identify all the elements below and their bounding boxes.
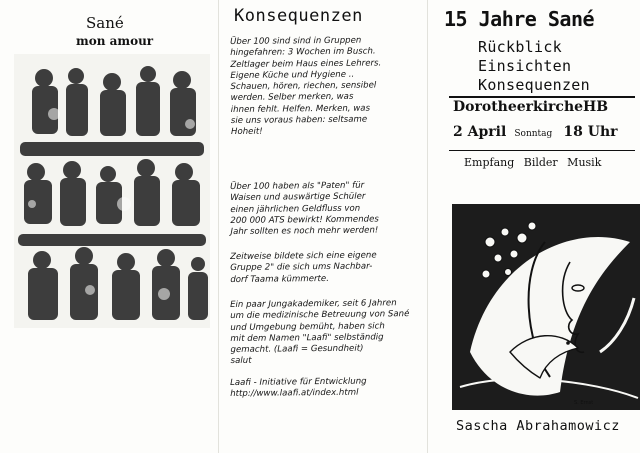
left-title: Sané — [86, 14, 124, 32]
text-line: salut — [230, 356, 252, 367]
fold-line-1 — [218, 0, 219, 453]
text-line: Jahr sollten es noch mehr werden! — [230, 225, 379, 238]
paragraph-laafi-link — [230, 376, 426, 401]
text-line: Laafi - Initiative für Entwicklung — [230, 376, 367, 388]
event-day: Sonntag — [514, 129, 553, 139]
dove-face-artwork — [450, 202, 640, 412]
venue-name: DorotheerkircheHB — [453, 99, 609, 115]
text-line: einen jährlichen Geldfluss von — [230, 203, 361, 215]
text-line: Ein paar Jungakademiker, seit 6 Jahren — [230, 298, 397, 310]
event-title: 15 Jahre Sané — [444, 7, 595, 31]
middle-heading: Konsequenzen — [234, 6, 363, 26]
text-line: mit dem Namen "Laafi" selbständig — [230, 332, 384, 344]
date-row — [453, 121, 618, 140]
event-date: 2 April — [453, 124, 507, 140]
text-line: Über 100 sind sind in Gruppen — [230, 35, 362, 47]
group-photo-illustration — [14, 54, 210, 328]
text-line: ihnen fehlt. Helfen. Merken, was — [230, 103, 371, 115]
paragraph-laafi — [230, 298, 427, 368]
artist-name: Sascha Abrahamowicz — [456, 418, 620, 434]
text-line: Zeltlager beim Haus eines Lehrers. — [230, 58, 382, 70]
text-line: Schauen, hören, riechen, sensibel — [230, 80, 377, 93]
text-line: und Umgebung bemüht, haben sich — [230, 320, 385, 333]
event-sub-1: Rückblick — [478, 38, 562, 56]
text-line: Hoheit! — [230, 127, 263, 138]
text-line: sie uns voraus haben: seltsame — [230, 114, 368, 127]
left-panel — [0, 0, 215, 453]
text-line: Eigene Küche und Hygiene .. — [230, 69, 355, 81]
event-program: Empfang Bilder Musik — [464, 156, 602, 169]
left-subtitle: mon amour — [76, 34, 154, 48]
event-sub-2: Einsichten — [478, 57, 572, 75]
laafi-url: http://www.laafi.at/index.html — [230, 387, 359, 400]
paragraph-group-trips — [230, 35, 427, 139]
text-line: Gruppe 2" die sich ums Nachbar- — [230, 261, 373, 274]
text-line: um die medizinische Betreuung von Sané — [230, 309, 410, 322]
text-line: Waisen und auswärtige Schüler — [230, 191, 366, 204]
right-panel — [430, 0, 640, 453]
text-line: Über 100 haben als "Paten" für — [230, 180, 365, 192]
venue-box — [449, 96, 635, 151]
fold-line-2 — [427, 0, 428, 453]
text-line: gemacht. (Laafi = Gesundheit) — [230, 343, 364, 356]
event-time: 18 Uhr — [563, 124, 618, 140]
text-line: Zeitweise bildete sich eine eigene — [230, 250, 377, 262]
text-line: 200 000 ATS bewirkt! Kommendes — [230, 214, 379, 226]
text-line: dorf Taama kümmerte. — [230, 273, 329, 285]
text-line: hingefahren: 3 Wochen im Busch. — [230, 46, 376, 59]
event-sub-3: Konsequenzen — [478, 76, 590, 94]
artwork-credit: S. Ernst — [574, 400, 594, 406]
paragraph-sponsors — [230, 180, 427, 239]
paragraph-group-two — [230, 250, 426, 286]
middle-panel — [222, 0, 422, 453]
text-line: werden. Selber merken, was — [230, 92, 354, 104]
